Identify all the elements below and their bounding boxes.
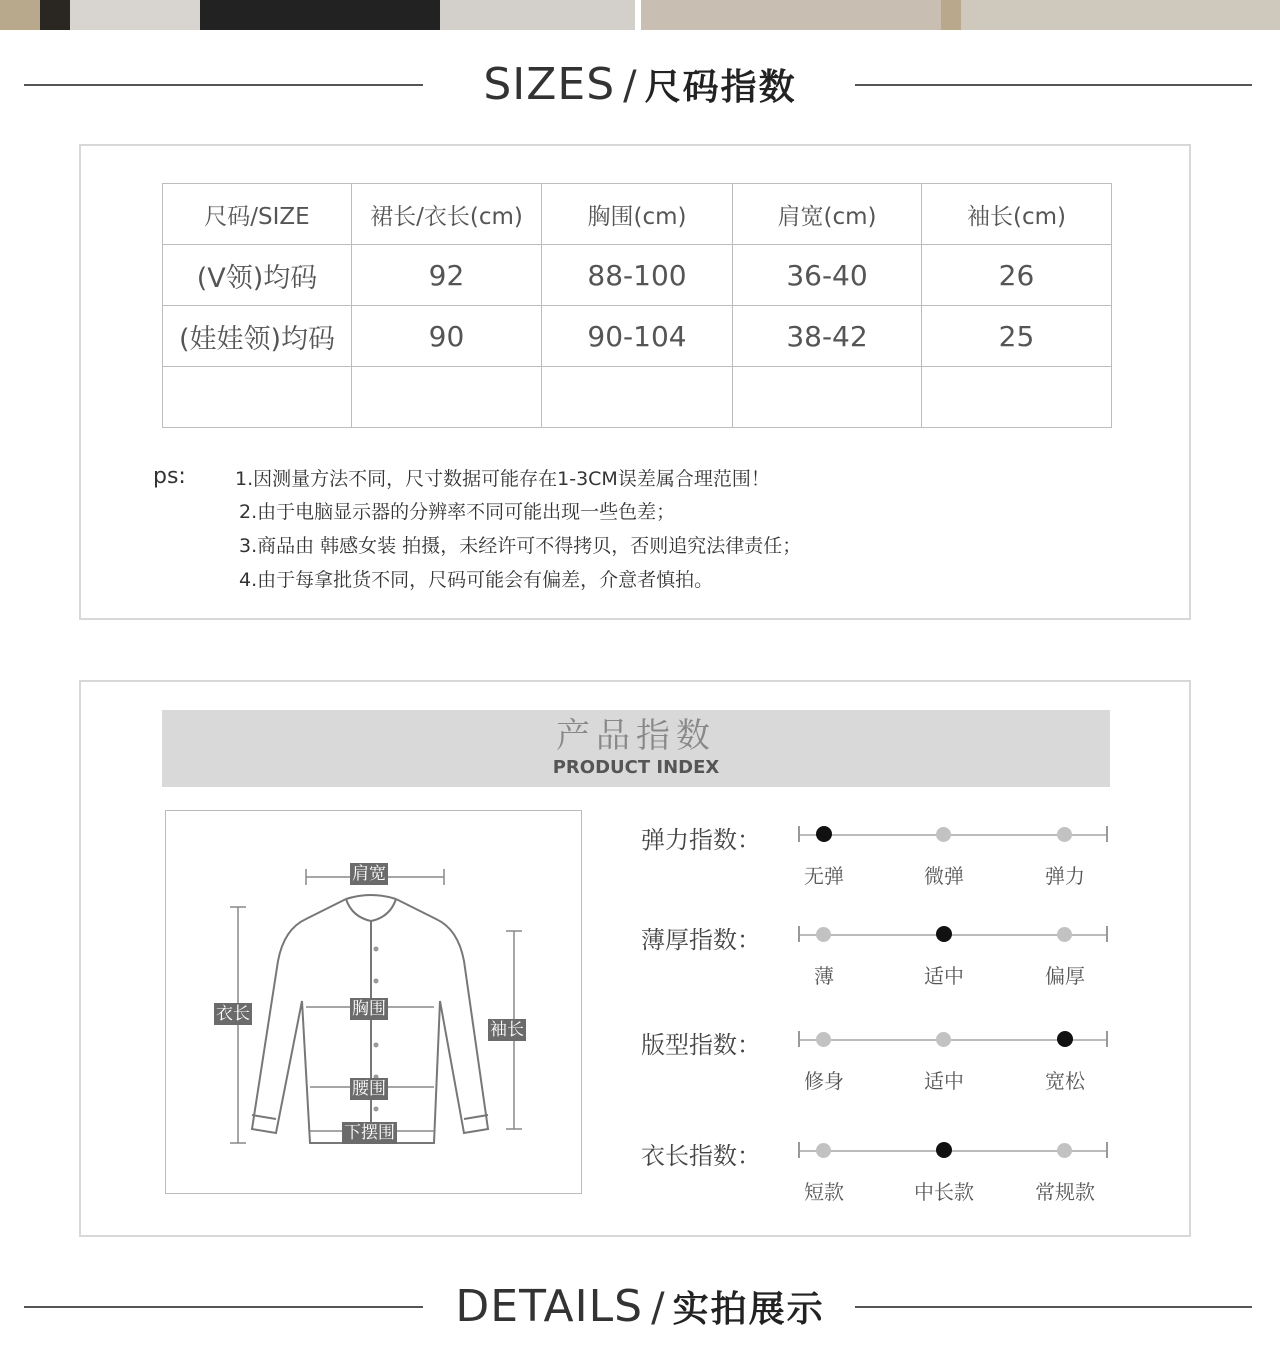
table-row (163, 245, 1112, 306)
index-dot (936, 827, 951, 842)
row-shoulder-value: 38-42 (733, 306, 922, 367)
index-option-label: 修身 (804, 1069, 844, 1093)
row-length-value: 92 (352, 245, 542, 306)
garment-measurement-diagram (165, 810, 582, 1194)
note-line: 3.商品由 韩感女装 拍摄，未经许可不得拷贝，否则追究法律责任； (239, 535, 802, 557)
sizes-title-en: SIZES (483, 59, 616, 110)
index-scale-tick (1106, 1142, 1108, 1158)
index-dot (816, 1032, 831, 1047)
header-cell-shoulder: 肩宽(cm) (733, 184, 922, 245)
product-index-banner (162, 710, 1110, 787)
diagram-label-chest: 胸围 (352, 999, 386, 1019)
index-option-label: 适中 (924, 1069, 964, 1093)
diagram-label-waist: 腰围 (352, 1079, 386, 1099)
index-option-label: 宽松 (1045, 1069, 1085, 1093)
empty-cell (542, 367, 733, 428)
index-scale-tick (1106, 826, 1108, 842)
index-option-label: 偏厚 (1045, 964, 1085, 988)
header-cell-sleeve: 袖长(cm) (922, 184, 1112, 245)
note-line: 4.由于每拿批货不同，尺码可能会有偏差，介意者慎拍。 (239, 569, 714, 591)
sizes-header (0, 55, 1280, 115)
sizes-title-zh: 尺码指数 (644, 67, 797, 108)
index-row-label: 薄厚指数： (641, 926, 761, 954)
details-title-en: DETAILS (455, 1281, 644, 1332)
index-scale-tick (798, 1142, 800, 1158)
row-sleeve-value: 25 (922, 306, 1112, 367)
index-scale-tick (1106, 926, 1108, 942)
index-dot-selected (816, 826, 832, 842)
index-row (641, 1025, 1121, 1095)
header-cell-chest: 胸围(cm) (542, 184, 733, 245)
details-title (0, 1277, 1280, 1346)
index-dot (816, 1143, 831, 1158)
row-chest-value: 90-104 (542, 306, 733, 367)
index-option-label: 适中 (924, 964, 964, 988)
empty-cell (733, 367, 922, 428)
index-row-label: 衣长指数： (641, 1142, 761, 1170)
index-dot-selected (936, 926, 952, 942)
index-option-label: 短款 (804, 1180, 844, 1204)
row-shoulder-value: 36-40 (733, 245, 922, 306)
index-row (641, 1136, 1121, 1206)
empty-cell (922, 367, 1112, 428)
row-length-value: 90 (352, 306, 542, 367)
table-row-empty (163, 367, 1112, 428)
index-dot (1057, 827, 1072, 842)
product-index-title-en: PRODUCT INDEX (552, 757, 720, 778)
size-panel (79, 144, 1191, 620)
index-scale-tick (798, 926, 800, 942)
index-dot-selected (936, 1142, 952, 1158)
empty-cell (163, 367, 352, 428)
photo-left (0, 0, 635, 30)
index-scale-tick (798, 1031, 800, 1047)
index-row (641, 920, 1121, 990)
row-size-label: (V领)均码 (163, 245, 352, 306)
header-cell-length: 裙长/衣长(cm) (352, 184, 542, 245)
product-index-panel (79, 680, 1191, 1237)
index-option-label: 常规款 (1035, 1180, 1095, 1204)
details-title-slash: / (651, 1285, 665, 1331)
index-dot (936, 1032, 951, 1047)
row-sleeve-value: 26 (922, 245, 1112, 306)
index-option-label: 中长款 (914, 1180, 974, 1204)
index-dot-selected (1057, 1031, 1073, 1047)
details-header (0, 1277, 1280, 1337)
top-product-photo (0, 0, 1280, 30)
index-option-label: 无弹 (804, 864, 844, 888)
index-row-label: 版型指数： (641, 1031, 761, 1059)
index-dot (1057, 1143, 1072, 1158)
note-line: 2.由于电脑显示器的分辨率不同可能出现一些色差； (239, 501, 676, 523)
table-row (163, 306, 1112, 367)
note-line: 1.因测量方法不同，尺寸数据可能存在1-3CM误差属合理范围！ (235, 468, 770, 490)
index-scale-tick (1106, 1031, 1108, 1047)
product-index-title-zh: 产品指数 (556, 716, 716, 756)
header-cell-size: 尺码/SIZE (163, 184, 352, 245)
diagram-label-sleeve: 袖长 (490, 1020, 524, 1040)
empty-cell (352, 367, 542, 428)
index-option-label: 微弹 (924, 864, 964, 888)
index-option-label: 薄 (814, 964, 834, 988)
size-table (162, 183, 1112, 428)
row-chest-value: 88-100 (542, 245, 733, 306)
sizes-title-slash: / (623, 63, 637, 109)
details-title-zh: 实拍展示 (672, 1289, 825, 1330)
diagram-label-shoulder: 肩宽 (352, 864, 386, 884)
diagram-label-hem: 下摆围 (344, 1123, 395, 1143)
index-dot (1057, 927, 1072, 942)
photo-right (641, 0, 1280, 30)
sizes-title (0, 55, 1280, 124)
notes-ps-label: ps: (153, 464, 186, 489)
index-row (641, 820, 1121, 890)
index-scale-tick (798, 826, 800, 842)
index-row-label: 弹力指数： (641, 826, 761, 854)
row-size-label: (娃娃领)均码 (163, 306, 352, 367)
index-option-label: 弹力 (1045, 864, 1085, 888)
size-table-header-row (163, 184, 1112, 245)
diagram-label-length: 衣长 (216, 1004, 250, 1024)
index-dot (816, 927, 831, 942)
